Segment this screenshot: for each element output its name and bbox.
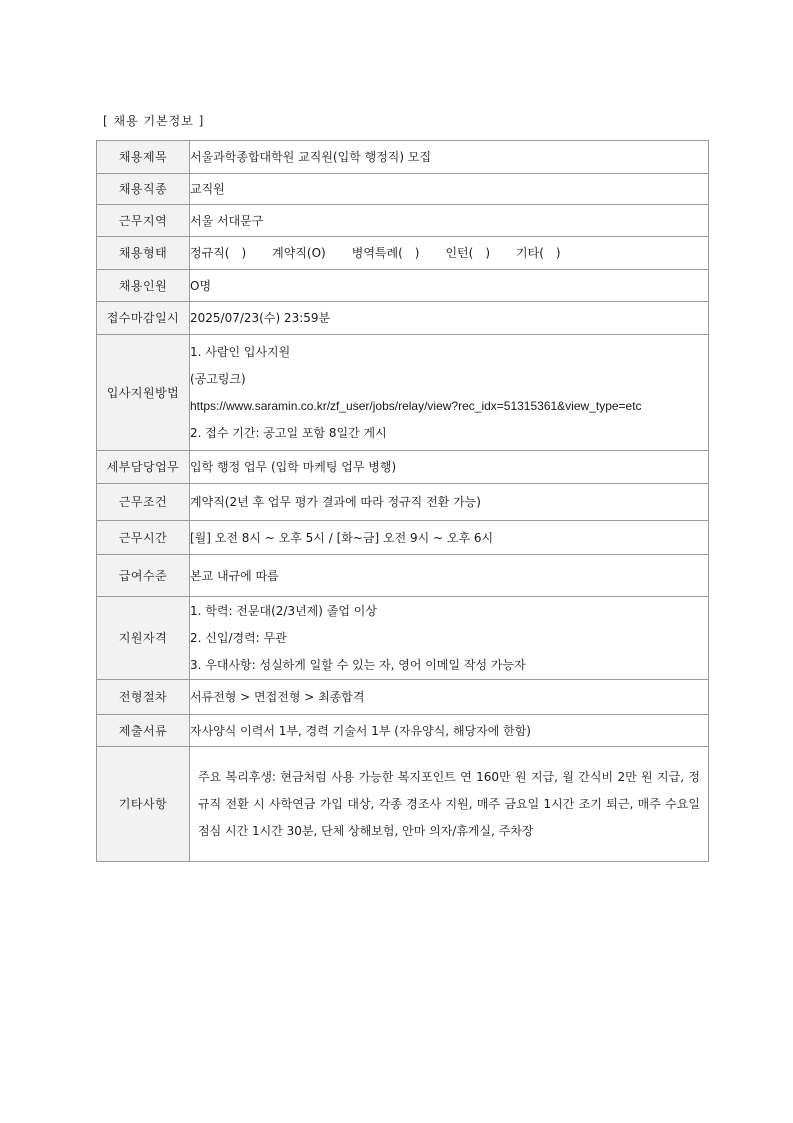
apply-line-1: 1. 사람인 입사지원 [190, 344, 291, 359]
qualification-line-2: 2. 신입/경력: 무관 [190, 630, 287, 645]
value-documents: 자사양식 이력서 1부, 경력 기술서 1부 (자유양식, 해당자에 한함) [190, 715, 709, 747]
label-employment: 채용형태 [97, 237, 190, 270]
row-employment [97, 237, 709, 270]
row-deadline [97, 302, 709, 335]
employment-option-other: 기타( ) [516, 246, 561, 260]
employment-option-contract: 계약직(O) [272, 246, 326, 260]
value-process: 서류전형 > 면접전형 > 최종합격 [190, 680, 709, 715]
label-conditions: 근무조건 [97, 484, 190, 521]
value-salary: 본교 내규에 따름 [190, 555, 709, 597]
label-title: 채용제목 [97, 141, 190, 174]
value-hours: [월] 오전 8시 ~ 오후 5시 / [화~금] 오전 9시 ~ 오후 6시 [190, 521, 709, 555]
row-job-type [97, 174, 709, 205]
employment-option-intern: 인턴( ) [445, 246, 491, 260]
value-qualification [190, 597, 709, 680]
value-headcount: O명 [190, 270, 709, 302]
value-employment [190, 237, 709, 270]
label-salary: 급여수준 [97, 555, 190, 597]
label-location: 근무지역 [97, 205, 190, 237]
row-documents [97, 715, 709, 747]
label-documents: 제출서류 [97, 715, 190, 747]
employment-option-regular: 정규직( ) [190, 246, 247, 260]
row-qualification [97, 597, 709, 680]
label-etc: 기타사항 [97, 747, 190, 862]
apply-link[interactable]: https://www.saramin.co.kr/zf_user/jobs/relay/view?rec_idx=51315361&view_type=etc [190, 398, 642, 413]
row-title [97, 141, 709, 174]
label-job-type: 채용직종 [97, 174, 190, 205]
section-title: [ 채용 기본정보 ] [103, 114, 205, 128]
label-hours: 근무시간 [97, 521, 190, 555]
value-title: 서울과학종합대학원 교직원(입학 행정직) 모집 [190, 141, 709, 174]
row-conditions [97, 484, 709, 521]
row-location [97, 205, 709, 237]
label-qualification: 지원자격 [97, 597, 190, 680]
row-duty [97, 451, 709, 484]
label-deadline: 접수마감일시 [97, 302, 190, 335]
row-process [97, 680, 709, 715]
label-process: 전형절차 [97, 680, 190, 715]
value-duty: 입학 행정 업무 (입학 마케팅 업무 병행) [190, 451, 709, 484]
qualification-line-3: 3. 우대사항: 성실하게 일할 수 있는 자, 영어 이메일 작성 가능자 [190, 657, 526, 672]
label-duty: 세부담당업무 [97, 451, 190, 484]
value-job-type: 교직원 [190, 174, 709, 205]
row-apply [97, 335, 709, 451]
recruitment-info-table [96, 140, 709, 862]
value-location: 서울 서대문구 [190, 205, 709, 237]
apply-line-2: (공고링크) [190, 371, 246, 386]
label-apply: 입사지원방법 [97, 335, 190, 451]
value-apply [190, 335, 709, 451]
row-salary [97, 555, 709, 597]
qualification-line-1: 1. 학력: 전문대(2/3년제) 졸업 이상 [190, 603, 377, 618]
value-etc: 주요 복리후생: 현금처럼 사용 가능한 복지포인트 연 160만 원 지급, 월 간식비 2만 원 지급, 정규직 전환 시 사학연금 가입 대상, 각종 경조사 지원, 매주 금요일 1시간 조기 퇴근, 매주 수요일 점심 시간 1시간 30분, 단체 상해보험, 안마 의자/휴게실, 주차장 [190, 747, 709, 862]
value-conditions: 계약직(2년 후 업무 평가 결과에 따라 정규직 전환 가능) [190, 484, 709, 521]
row-hours [97, 521, 709, 555]
employment-option-military: 병역특례( ) [351, 246, 420, 260]
row-etc [97, 747, 709, 862]
row-headcount [97, 270, 709, 302]
apply-line-4: 2. 접수 기간: 공고일 포함 8일간 게시 [190, 425, 387, 440]
value-deadline: 2025/07/23(수) 23:59분 [190, 302, 709, 335]
label-headcount: 채용인원 [97, 270, 190, 302]
